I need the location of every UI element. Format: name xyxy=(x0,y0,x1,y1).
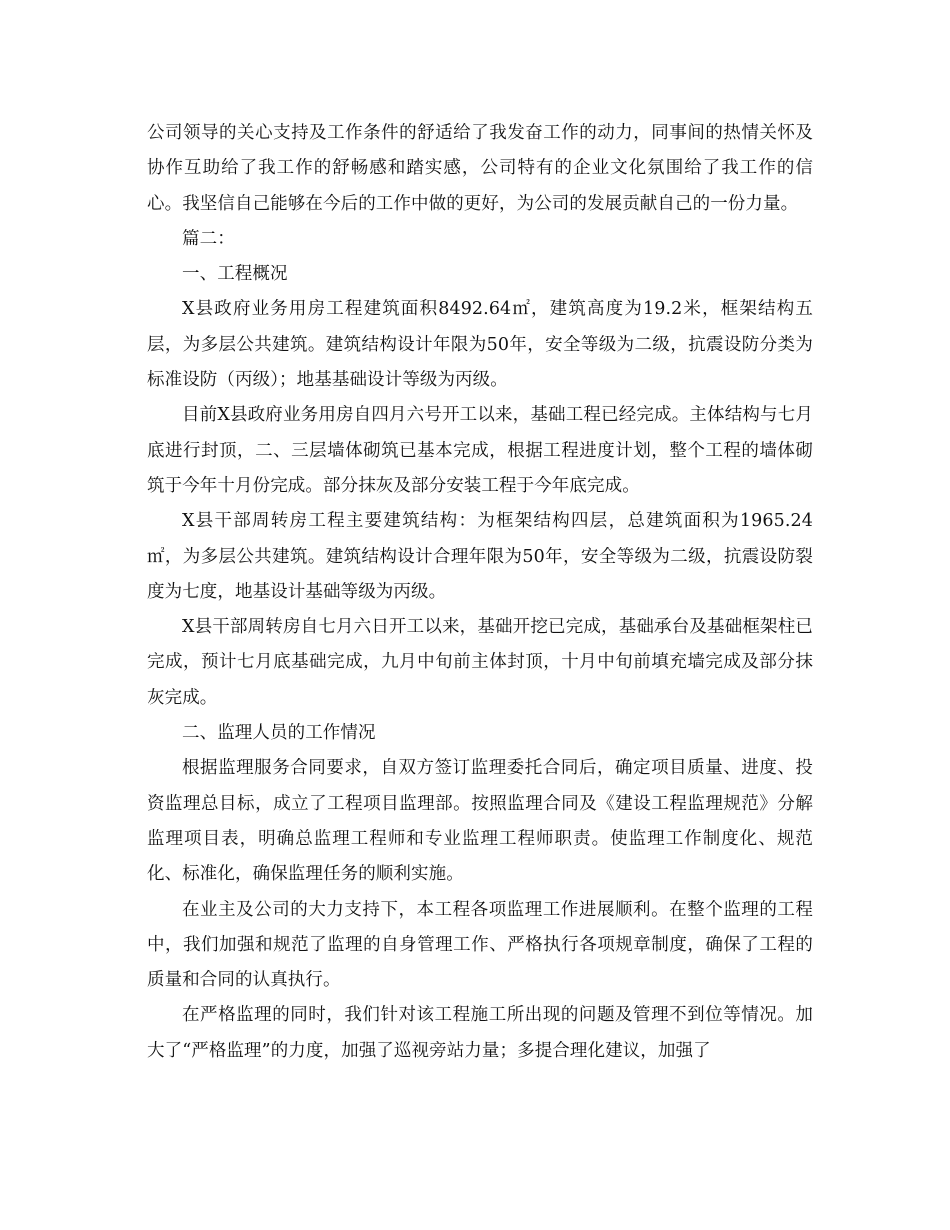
section-label-part-two: 篇二： xyxy=(182,228,235,249)
paragraph-cadre-building: X县干部周转房工程主要建筑结构：为框架结构四层，总建筑面积为1965.24㎡，为多层公共建筑。建筑结构设计合理年限为50年，安全等级为二级，抗震设防裂度为七度，地基设计基础等级为丙级。 xyxy=(147,511,813,602)
paragraph-intro-end: 公司领导的关心支持及工作条件的舒适给了我发奋工作的动力，同事间的热情关怀及协作互助给了我工作的舒畅感和踏实感，公司特有的企业文化氛围给了我工作的信心。我坚信自己能够在今后的工作中做的更好，为公司的发展贡献自己的一份力量。 xyxy=(147,123,813,214)
document-body xyxy=(147,116,813,1069)
paragraph-strict-supervision: 在严格监理的同时，我们针对该工程施工所出现的问题及管理不到位等情况。加大了“严格监理”的力度，加强了巡视旁站力量；多提合理化建议，加强了 xyxy=(147,1005,813,1061)
paragraph-gov-progress: 目前X县政府业务用房自四月六号开工以来，基础工程已经完成。主体结构与七月底进行封顶，二、三层墙体砌筑已基本完成，根据工程进度计划，整个工程的墙体砌筑于今年十月份完成。部分抹灰及部分安装工程于今年底完成。 xyxy=(147,405,813,496)
heading-project-overview: 一、工程概况 xyxy=(182,264,288,285)
paragraph-cadre-progress: X县干部周转房自七月六日开工以来，基础开挖已完成，基础承台及基础框架柱已完成，预计七月底基础完成，九月中旬前主体封顶，十月中旬前填充墙完成及部分抹灰完成。 xyxy=(147,617,813,708)
paragraph-gov-building: X县政府业务用房工程建筑面积8492.64㎡，建筑高度为19.2米，框架结构五层，为多层公共建筑。建筑结构设计年限为50年，安全等级为二级，抗震设防分类为标准设防（丙级）；地基基础设计等级为丙级。 xyxy=(147,299,813,391)
paragraph-contract: 根据监理服务合同要求，自双方签订监理委托合同后，确定项目质量、进度、投资监理总目标，成立了工程项目监理部。按照监理合同及《建设工程监理规范》分解监理项目表，明确总监理工程师和专业监理工程师职责。使监理工作制度化、规范化、标准化，确保监理任务的顺利实施。 xyxy=(147,758,813,885)
heading-supervisor-work: 二、监理人员的工作情况 xyxy=(182,723,376,744)
paragraph-support: 在业主及公司的大力支持下，本工程各项监理工作进展顺利。在整个监理的工程中，我们加强和规范了监理的自身管理工作、严格执行各项规章制度，确保了工程的质量和合同的认真执行。 xyxy=(147,899,813,991)
